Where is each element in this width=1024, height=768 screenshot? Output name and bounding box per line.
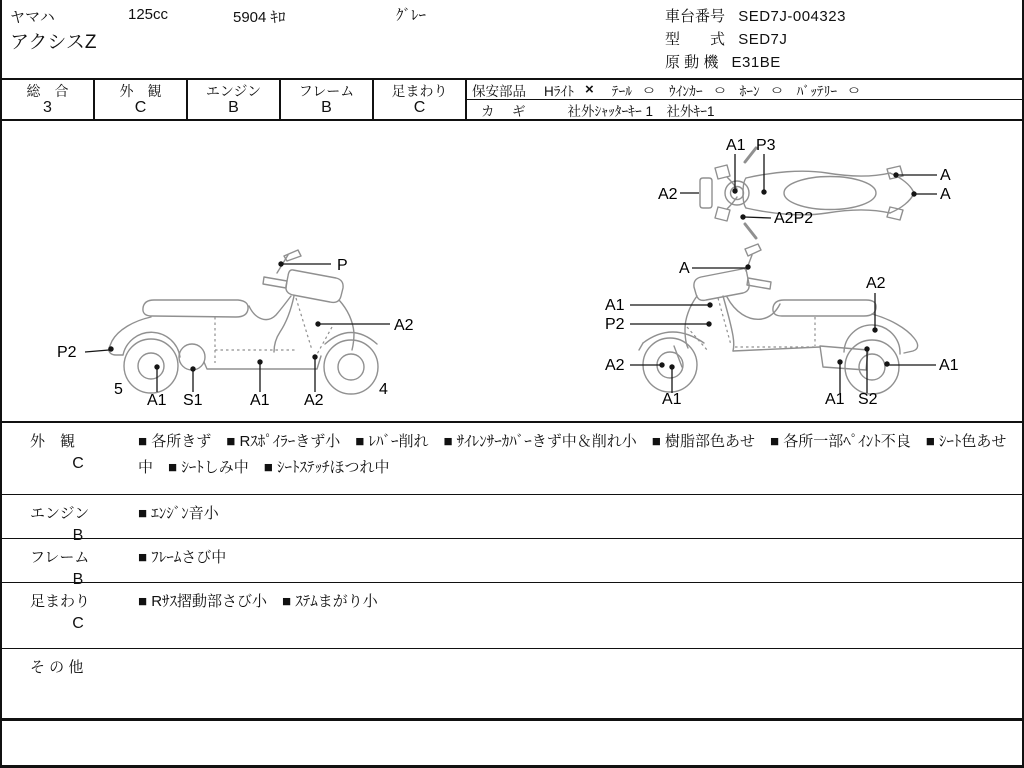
section-grade: C — [72, 455, 84, 472]
vehicle-ids — [665, 5, 846, 74]
damage-label: P2 — [57, 344, 77, 361]
damage-label: A2 — [605, 357, 625, 374]
key-row — [467, 100, 1022, 120]
grade-value: B — [321, 98, 332, 116]
grade-label: 足まわり — [391, 82, 448, 99]
damage-label: A1 — [147, 392, 167, 409]
comment-row-exterior — [2, 423, 1022, 495]
safety-item-label: Hﾗｲﾄ — [544, 83, 574, 99]
damage-label: A1 — [250, 392, 270, 409]
damage-label: A1 — [605, 297, 625, 314]
damage-label: A2 — [304, 392, 324, 409]
comment-label — [2, 495, 134, 544]
damage-label: P3 — [756, 137, 776, 154]
damage-diagram-area — [2, 121, 1022, 423]
circle-mark-icon: ○ — [770, 82, 783, 97]
comment-row-undercarriage — [2, 583, 1022, 649]
x-mark-icon: × — [585, 81, 594, 98]
safety-item-headlight — [544, 80, 594, 100]
comment-text: ■ ﾌﾚｰﾑさび中 — [138, 549, 227, 566]
grade-cell-engine — [188, 80, 281, 119]
key-label: カ ギ — [481, 104, 528, 119]
header — [2, 0, 1022, 80]
model-name: アクシスZ — [10, 32, 97, 53]
damage-label: P2 — [605, 316, 625, 333]
comment-label — [2, 539, 134, 588]
grade-cell-exterior — [95, 80, 188, 119]
damage-label: A — [679, 260, 690, 277]
comment-label — [2, 649, 134, 718]
type-label: 型 式 — [665, 31, 726, 48]
comment-row-other — [2, 649, 1022, 721]
mileage: 5904 ｷﾛ — [233, 9, 286, 26]
section-grade: B — [72, 571, 84, 588]
section-name: そ の 他 — [30, 659, 84, 676]
safety-item-label: ﾃｰﾙ — [611, 83, 633, 99]
chassis-number: SED7J-004323 — [738, 8, 846, 25]
comment-text: ■ ｴﾝｼﾞﾝ音小 — [138, 505, 219, 522]
grade-cell-frame — [281, 80, 374, 119]
chassis-line — [665, 5, 846, 28]
safety-item-label: ｳｲﾝｶｰ — [668, 83, 703, 99]
circle-mark-icon: ○ — [848, 82, 860, 97]
damage-label: A1 — [726, 137, 746, 154]
chassis-label: 車台番号 — [665, 8, 726, 25]
left-side-annotations — [57, 257, 414, 409]
safety-item-horn — [739, 80, 783, 100]
damage-label: P — [337, 257, 348, 274]
damage-label: A2 — [866, 275, 886, 292]
empty-footer-row — [2, 721, 1022, 768]
comment-text: ■ 各所きず ■ Rｽﾎﾟｲﾗｰきず小 ■ ﾚﾊﾞｰ削れ ■ ｻｲﾚﾝｻｰｶﾊﾞｰきず中＆削れ小 ■ 樹脂部色あせ ■ 各所一部ﾍﾟｲﾝﾄ不良 ■ ｼｰﾄ色あせ中 ■ ｼｰﾄしみ中 ■ ｼｰﾄｽﾃｯﾁほつれ中 — [138, 433, 1007, 476]
section-name: 足まわり — [30, 593, 91, 610]
grade-label: エンジン — [205, 82, 262, 99]
comment-row-frame — [2, 539, 1022, 588]
engine-number: E31BE — [731, 54, 781, 71]
circle-mark-icon: ○ — [713, 82, 726, 97]
damage-label: A2 — [394, 317, 414, 334]
displacement: 125cc — [128, 6, 169, 23]
damage-label: S1 — [183, 392, 203, 409]
section-name: 外 観 — [30, 433, 76, 450]
damage-label: A — [940, 186, 951, 203]
damage-label: A1 — [825, 391, 845, 408]
damage-label: S2 — [858, 391, 878, 408]
safety-parts-box — [467, 80, 1022, 119]
safety-item-tail — [611, 80, 655, 100]
safety-item-battery — [796, 80, 860, 100]
comment-row-engine — [2, 495, 1022, 544]
key-value: 社外ｼｬｯﾀｰｷｰ 1 社外ｷｰ1 — [567, 104, 715, 119]
comment-text: ■ Rｻｽ摺動部さび小 ■ ｽﾃﾑまがり小 — [138, 593, 378, 610]
section-grade: C — [72, 615, 84, 632]
engine-label: 原 動 機 — [665, 54, 719, 71]
comment-label — [2, 583, 134, 648]
safety-parts-row — [467, 80, 1022, 100]
maker-name: ヤマハ — [10, 9, 55, 26]
grade-value: B — [228, 98, 239, 116]
grade-label: フレーム — [298, 82, 355, 99]
type-line — [665, 28, 846, 51]
top-view-annotations — [658, 137, 951, 227]
damage-label: A — [940, 167, 951, 184]
engine-line — [665, 51, 846, 74]
diagram-left-side-view — [54, 245, 464, 420]
grade-value: 3 — [43, 98, 52, 116]
safety-item-label: ﾎｰﾝ — [739, 83, 760, 99]
damage-label: A1 — [939, 357, 959, 374]
section-name: フレーム — [30, 549, 90, 566]
damage-label: 5 — [114, 381, 123, 398]
section-name: エンジン — [30, 505, 90, 522]
safety-parts-title: 保安部品 — [472, 83, 526, 99]
grade-value: C — [413, 98, 426, 116]
diagram-right-side-view — [587, 243, 1017, 418]
section-grade: B — [72, 527, 84, 544]
grade-cell-undercarriage — [374, 80, 467, 119]
type-number: SED7J — [738, 31, 788, 48]
grade-value: C — [134, 98, 147, 116]
grade-label: 総 合 — [26, 82, 69, 99]
comment-text — [134, 649, 1022, 718]
comment-label — [2, 423, 134, 494]
damage-label: A2 — [658, 186, 678, 203]
grade-cell-overall — [2, 80, 95, 119]
grade-label: 外 観 — [119, 82, 162, 99]
circle-mark-icon: ○ — [643, 82, 655, 97]
damage-label: A2P2 — [774, 210, 814, 227]
damage-label: A1 — [662, 391, 682, 408]
damage-label: 4 — [379, 381, 388, 398]
safety-item-label: ﾊﾞｯﾃﾘｰ — [796, 83, 838, 99]
body-color: ｸﾞﾚｰ — [396, 7, 427, 24]
diagram-top-view — [647, 133, 987, 243]
grade-row — [2, 80, 1022, 121]
safety-item-winker — [668, 80, 726, 100]
